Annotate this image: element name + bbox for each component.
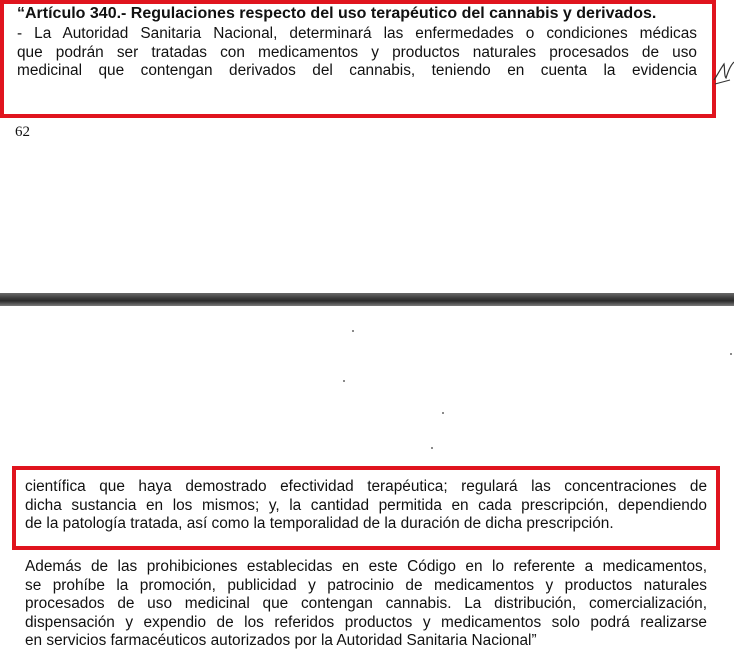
page-number: 62 bbox=[15, 124, 30, 140]
article-paragraph-bottom bbox=[25, 558, 707, 651]
text-line: científica que haya demostrado efectividad terapéutica; regulará las concentraciones de bbox=[25, 478, 707, 495]
scan-speck bbox=[442, 412, 444, 414]
text-line: de la patología tratada, así como la temporalidad de la duración de dicha prescripción. bbox=[25, 515, 614, 532]
text-line: - La Autoridad Sanitaria Nacional, determinará las enfermedades o condiciones médicas bbox=[17, 25, 697, 42]
text-line: se prohíbe la promoción, publicidad y patrocinio de medicamentos y productos naturales bbox=[25, 576, 707, 594]
scan-speck bbox=[730, 353, 732, 355]
text-line: dispensación y expendio de los referidos productos y medicamentos solo podrá realizarse bbox=[25, 613, 707, 631]
text-line: procesados de uso medicinal que contengan cannabis. La distribución, comercialización, bbox=[25, 595, 707, 612]
scan-speck bbox=[343, 380, 345, 382]
text-line: Además de las prohibiciones establecidas en este Código en lo referente a medicamentos, bbox=[25, 558, 707, 575]
text-line: en servicios farmacéuticos autorizados por la Autoridad Sanitaria Nacional” bbox=[25, 632, 537, 649]
page-divider bbox=[0, 293, 734, 306]
article-title: “Artículo 340.- Regulaciones respecto del uso terapéutico del cannabis y derivados. bbox=[17, 5, 657, 22]
text-line: medicinal que contengan derivados del cannabis, teniendo en cuenta la evidencia bbox=[17, 62, 697, 79]
article-paragraph-top bbox=[17, 25, 697, 81]
signature-mark bbox=[712, 50, 734, 90]
text-line: que podrán ser tratadas con medicamentos y productos naturales procesados de uso bbox=[17, 43, 697, 61]
article-paragraph-highlighted bbox=[25, 478, 707, 534]
scan-speck bbox=[431, 447, 433, 449]
text-line: dicha sustancia en los mismos; y, la cantidad permitida en cada prescripción, dependiendo bbox=[25, 496, 707, 514]
scan-speck bbox=[352, 330, 354, 332]
